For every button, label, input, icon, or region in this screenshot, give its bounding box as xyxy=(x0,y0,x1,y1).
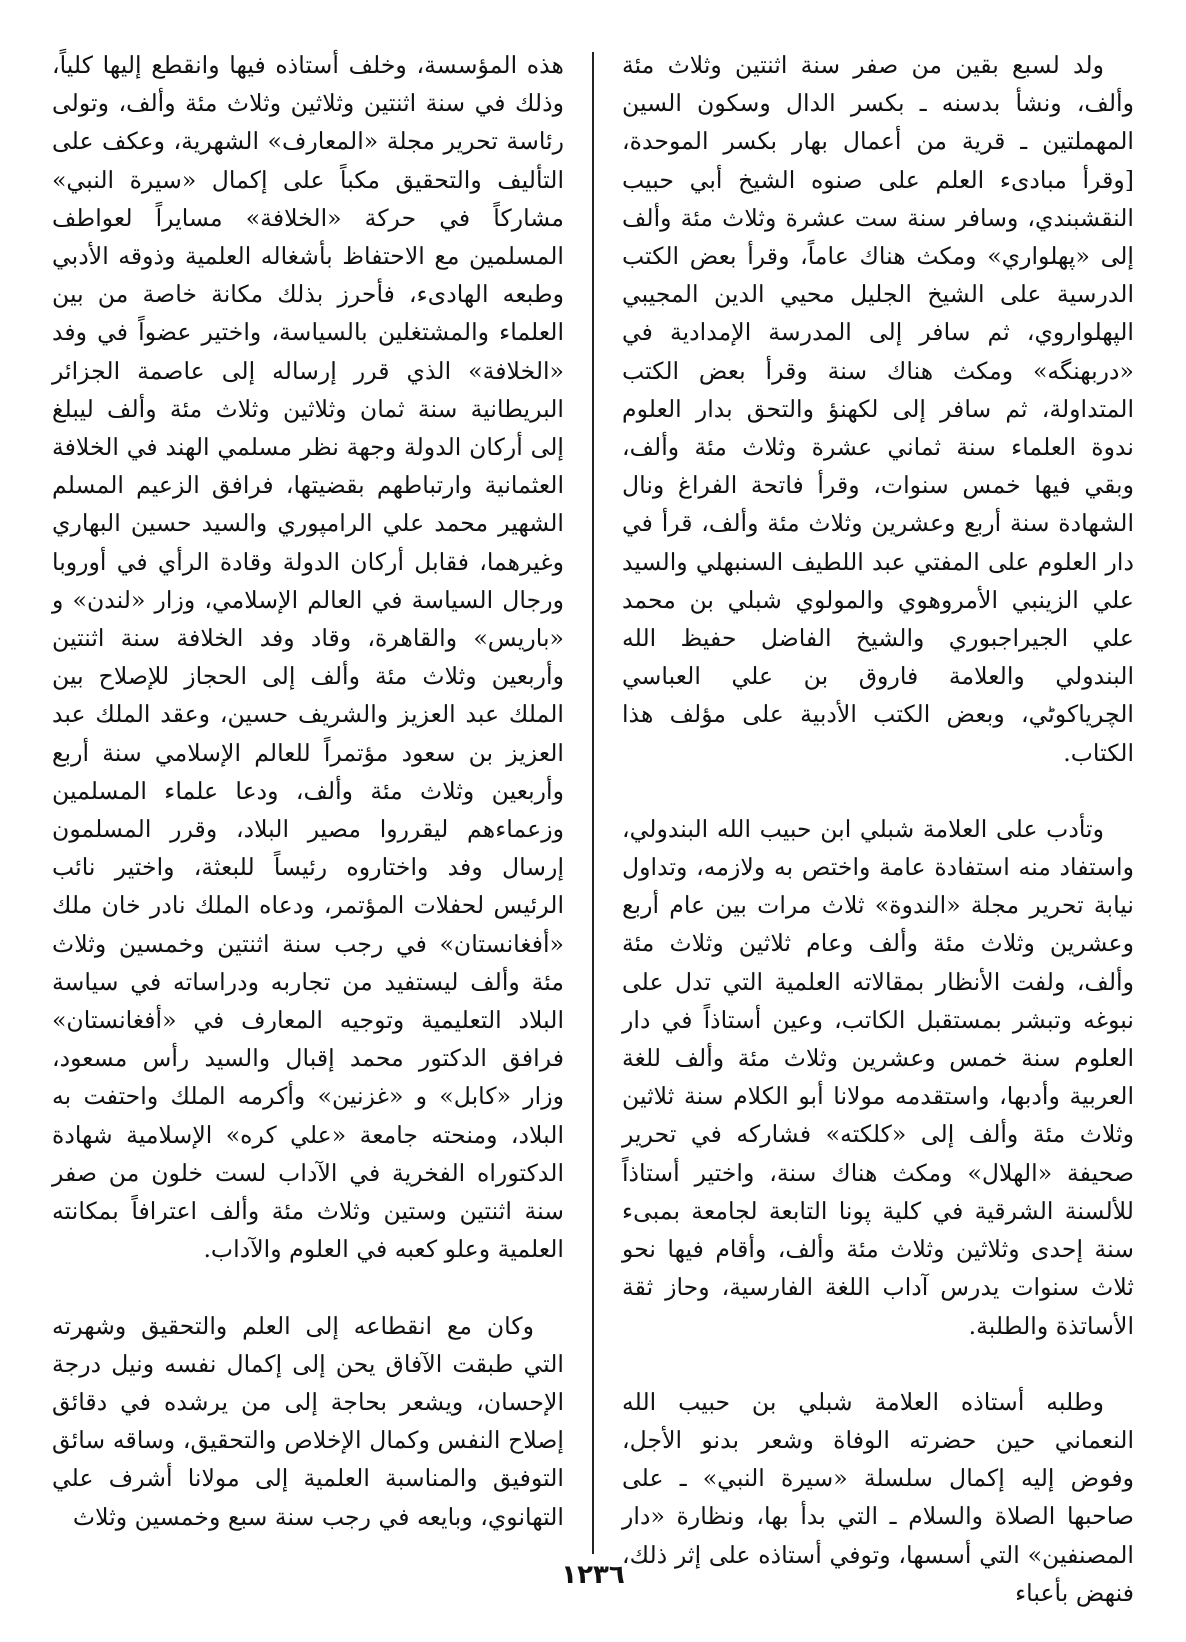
paragraph-succession: وطلبه أستاذه العلامة شبلي بن حبيب الله النعماني حين حضرته الوفاة وشعر بدنو الأجل، وفوض إليه إكمال سلسلة «سيرة النبي» ـ على صاحبها الصلاة والسلام ـ التي بدأ بها، ونظارة «دار المصنفين» التي أسسها، وتوفي أستاذه على إثر ذلك، فنهض بأعباء xyxy=(622,1387,1134,1607)
left-text-column xyxy=(52,46,564,1556)
paragraph-teaching-career: وتأدب على العلامة شبلي ابن حبيب الله البندولي، واستفاد منه استفادة عامة واختص به ولازمه، وتداول نيابة تحرير مجلة «الندوة» ثلاث مرات بين عام أربع وعشرين وثلاث مئة وألف وعام ثلاثين وثلاث مئة وألف، ولفت الأنظار بمقالاته العلمية التي تدل على نبوغه وتبشر بمستقبل الكاتب، وعين أستاذاً في دار العلوم سنة خمس وعشرين وثلاث مئة وألف للغة العربية وأدبها، واستقدمه مولانا أبو الكلام سنة ثلاثين وثلاث مئة وألف إلى «كلكته» فشاركه في تحرير صحيفة «الهلال» ومكث هناك سنة، واختير أستاذاً للألسنة الشرقية في كلية پونا التابعة لجامعة بمبىء سنة إحدى وثلاثين وثلاث مئة وألف، وأقام فيها نحو ثلاث سنوات يدرس آداب اللغة الفارسية، وحاز ثقة الأساتذة والطلبة. xyxy=(622,814,1134,1340)
column-divider xyxy=(592,52,594,1554)
paragraph-institution-politics: هذه المؤسسة، وخلف أستاذه فيها وانقطع إليها كلياً، وذلك في سنة اثنتين وثلاثين وثلاث مئة وألف، وتولى رئاسة تحرير مجلة «المعارف» الشهرية، وعكف على التأليف والتحقيق مكباً على إكمال «سيرة النبي» مشاركاً في حركة «الخلافة» مسايراً لعواطف المسلمين مع الاحتفاظ بأشغاله العلمية وذوقه الأدبي وطبعه الهادىء، فأحرز بذلك مكانة خاصة من بين العلماء والمشتغلين بالسياسة، واختير عضواً في وفد «الخلافة» الذي قرر إرساله إلى عاصمة الجزائر البريطانية سنة ثمان وثلاثين وثلاث مئة وألف ليبلغ إلى أركان الدولة وجهة نظر مسلمي الهند في الخلافة العثمانية وارتباطهم بقضيتها، فرافق الزعيم المسلم الشهير محمد علي الرامپوري والسيد حسين البهاري وغيرهما، فقابل أركان الدولة وقادة الرأي في أوروبا ورجال السياسة في العالم الإسلامي، وزار «لندن» و «باريس» والقاهرة، وقاد وفد الخلافة سنة اثنتين وأربعين وثلاث مئة وألف إلى الحجاز للإصلاح بين الملك عبد العزيز والشريف حسين، وعقد الملك عبد العزيز بن سعود مؤتمراً للعالم الإسلامي سنة أربع وأربعين وثلاث مئة وألف، ودعا علماء المسلمين وزعماءهم ليقرروا مصير البلاد، وقرر المسلمون إرسال وفد واختاروه رئيساً للبعثة، واختير نائب الرئيس لحفلات المؤتمر، ودعاه الملك نادر خان ملك «أفغانستان» في رجب سنة اثنتين وخمسين وثلاث مئة وألف ليستفيد من تجاربه ودراساته في سياسة البلاد التعليمية وتوجيه المعارف في «أفغانستان» فرافق الدكتور محمد إقبال والسيد رأس مسعود، وزار «كابل» و «غزنين» وأكرمه الملك واحتفت به البلاد، ومنحته جامعة «علي كره» الإسلامية شهادة الدكتوراه الفخرية في الآداب لست خلون من صفر سنة اثنتين وستين وثلاث مئة وألف اعترافاً بمكانته العلمية وعلو كعبه في العلوم والآداب. xyxy=(52,51,564,1264)
page-number: ١٢٣٦ xyxy=(561,1560,625,1590)
right-text-column xyxy=(622,46,1134,1607)
paragraph-birth-education: ولد لسبع بقين من صفر سنة اثنتين وثلاث مئة وألف، ونشأ بدسنه ـ بكسر الدال وسكون السين المهملتين ـ قرية من أعمال بهار بكسر الموحدة، [وقرأ مبادىء العلم على صنوه الشيخ أبي حبيب النقشبندي، وسافر سنة ست عشرة وثلاث مئة وألف إلى «پهلواري» ومكث هناك عاماً، وقرأ بعض الكتب الدرسية على الشيخ الجليل محيي الدين المجيبي الپهلواروي، ثم سافر إلى المدرسة الإمدادية في «دربهنگه» ومكث هناك سنة وقرأ بعض الكتب المتداولة، ثم سافر إلى لكهنؤ والتحق بدار العلوم ندوة العلماء سنة ثماني عشرة وثلاث مئة وألف، وبقي فيها خمس سنوات، وقرأ فاتحة الفراغ ونال الشهادة سنة أربع وعشرين وثلاث مئة وألف، قرأ في دار العلوم على المفتي عبد اللطيف السنبهلي والسيد علي الزينبي الأمروهوي والمولوي شبلي بن محمد علي الجيراجبوري والشيخ الفاضل حفيظ الله البندولي والعلامة فاروق بن علي العباسي الچرياكوٹي، وبعض الكتب الأدبية على مؤلف هذا الكتاب. xyxy=(622,51,1134,767)
paragraph-spiritual-path: وكان مع انقطاعه إلى العلم والتحقيق وشهرته التي طبقت الآفاق يحن إلى إكمال نفسه ونيل درجة الإحسان، ويشعر بحاجة إلى من يرشده في دقائق إصلاح النفس وكمال الإخلاص والتحقيق، وساقه سائق التوفيق والمناسبة العلمية إلى مولانا أشرف علي التهانوي، وبايعه في رجب سنة سبع وخمسين وثلاث xyxy=(52,1311,564,1531)
